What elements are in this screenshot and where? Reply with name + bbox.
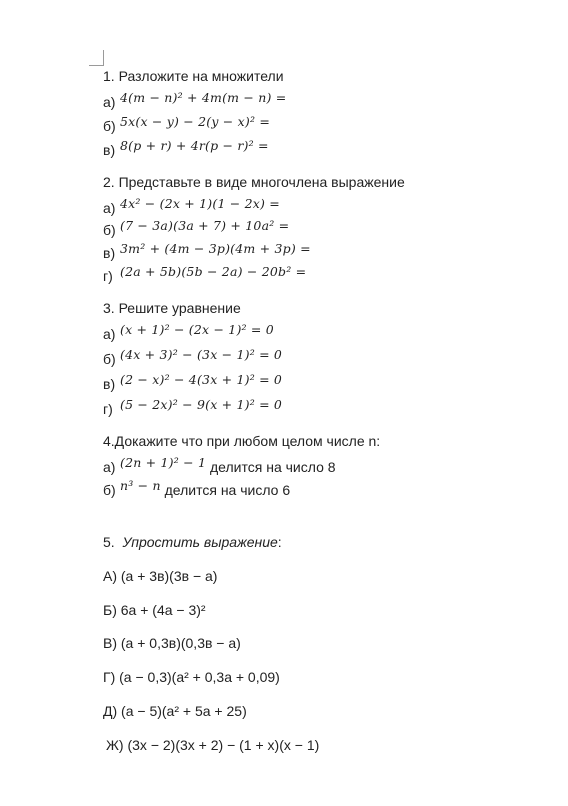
item-label: Б) <box>103 602 117 618</box>
section-3-item-a <box>103 322 274 343</box>
section-5-item-b <box>103 602 206 618</box>
math-expression: 5x(x − y) − 2(y − x)² = <box>120 114 271 129</box>
section-5-item-d <box>103 669 280 685</box>
section-3-item-d <box>103 397 283 418</box>
item-label: а) <box>103 326 116 342</box>
math-expression: (a − 5)(a² + 5a + 25) <box>121 703 247 719</box>
item-label: г) <box>103 401 113 417</box>
math-expression: n³ − n <box>120 478 161 493</box>
section-5-item-e <box>103 703 247 719</box>
item-label: г) <box>103 268 113 284</box>
section-5-item-c <box>103 635 241 651</box>
page-corner-mark <box>103 50 104 66</box>
section-1-item-c <box>103 138 269 159</box>
section-2-title: 2. Представьте в виде многочлена выражение <box>103 174 405 190</box>
section-2-item-b <box>103 218 290 239</box>
page-corner-mark <box>89 65 103 66</box>
math-expression: (2a + 5b)(5b − 2a) − 20b² = <box>120 264 307 279</box>
item-label: в) <box>103 376 116 392</box>
section-number: 5. <box>103 534 115 550</box>
math-expression: (x + 1)² − (2x − 1)² = 0 <box>120 322 274 337</box>
math-expression: (3x − 2)(3x + 2) − (1 + x)(x − 1) <box>127 737 320 753</box>
math-expression: (5 − 2x)² − 9(x + 1)² = 0 <box>120 397 283 412</box>
section-1-item-a <box>103 90 287 111</box>
section-heading: Упростить выражение <box>122 534 278 550</box>
section-3-item-c <box>103 372 283 393</box>
item-label: в) <box>103 142 116 158</box>
item-label: в) <box>103 245 116 261</box>
item-label: а) <box>103 94 116 110</box>
section-4-title: 4.Докажите что при любом целом числе n: <box>103 433 381 449</box>
item-label: А) <box>103 568 117 584</box>
math-expression: (2n + 1)² − 1 <box>120 455 207 470</box>
section-2-item-d <box>103 264 307 285</box>
math-expression: (4x + 3)² − (3x − 1)² = 0 <box>120 347 283 362</box>
item-label: б) <box>103 118 116 134</box>
math-expression: (2 − x)² − 4(3x + 1)² = 0 <box>120 372 283 387</box>
item-label: б) <box>103 482 116 498</box>
section-5-item-f <box>106 737 319 753</box>
section-2-item-a <box>103 196 280 217</box>
math-expression: 3m² + (4m − 3p)(4m + 3p) = <box>120 241 311 256</box>
math-expression: 6a + (4a − 3)² <box>120 602 206 618</box>
section-5-item-a <box>103 568 217 584</box>
math-expression: 4(m − n)² + 4m(m − n) = <box>120 90 287 105</box>
math-expression: 4x² − (2x + 1)(1 − 2x) = <box>120 196 280 211</box>
section-1-item-b <box>103 114 271 135</box>
heading-colon: : <box>277 534 282 550</box>
item-label: б) <box>103 351 116 367</box>
math-expression: (a + 3в)(3в − a) <box>120 568 218 584</box>
section-3-title: 3. Решите уравнение <box>103 300 241 316</box>
item-label: а) <box>103 459 116 475</box>
math-expression: (a + 0,3в)(0,3в − a) <box>120 635 241 651</box>
section-4-item-a <box>103 455 336 476</box>
statement-text: делится на число 6 <box>164 482 291 498</box>
item-label: б) <box>103 222 116 238</box>
math-expression: 8(p + r) + 4r(p − r)² = <box>120 138 269 153</box>
section-3-item-b <box>103 347 283 368</box>
section-1-title: 1. Разложите на множители <box>103 68 284 84</box>
section-2-item-c <box>103 241 311 262</box>
math-expression: (7 − 3a)(3a + 7) + 10a² = <box>120 218 290 233</box>
item-label: В) <box>103 635 117 651</box>
item-label: Г) <box>103 669 116 685</box>
statement-text: делится на число 8 <box>210 459 336 475</box>
item-label: Д) <box>103 703 118 719</box>
section-4-item-b <box>103 478 291 499</box>
item-label: а) <box>103 200 116 216</box>
item-label: Ж) <box>106 737 124 753</box>
math-expression: (a − 0,3)(a² + 0,3a + 0,09) <box>119 669 280 685</box>
section-5-title <box>103 534 282 550</box>
